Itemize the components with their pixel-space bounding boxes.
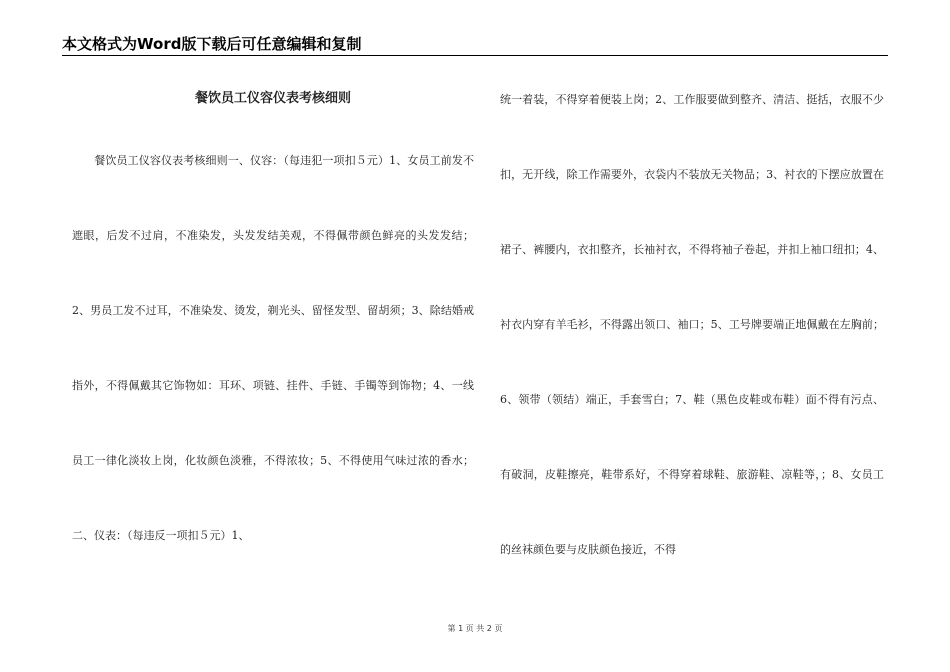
right-column [500, 86, 884, 587]
left-column-text: 餐饮员工仪容仪表考核细则一、仪容：（每违犯一项扣５元）1、女员工前发不遮眼，后发不过肩，不准染发，头发发结美观，不得佩带颜色鲜亮的头发发结；2、男员工发不过耳，不准染发、烫发，剃光头、留怪发型、留胡须；3、除结婚戒指外，不得佩戴其它饰物如：耳环、项链、挂件、手链、手镯等到饰物；4、一线员工一律化淡妆上岗，化妆颜色淡雅，不得浓妆；5、不得使用气味过浓的香水；二、仪表：（每违反一项扣５元）1、 [72, 154, 474, 542]
page-number: 第 1 页 共 2 页 [447, 624, 503, 633]
left-column [72, 86, 474, 573]
right-column-text: 统一着装，不得穿着便装上岗；2、工作服要做到整齐、清洁、挺括，衣服不少扣，无开线，除工作需要外，衣袋内不装放无关物品；3、衬衣的下摆应放置在裙子、裤腰内，衣扣整齐，长袖衬衣，不得将袖子卷起，并扣上袖口纽扣；4、衬衣内穿有羊毛衫，不得露出领口、袖口；5、工号牌要端正地佩戴在左胸前；6、领带（领结）端正，手套雪白；7、鞋（黑色皮鞋或布鞋）面不得有污点、有破洞，皮鞋擦亮，鞋带系好，不得穿着球鞋、旅游鞋、凉鞋等，；8、女员工的丝袜颜色要与皮肤颜色接近，不得 [500, 93, 884, 556]
document-title: 餐饮员工仪容仪表考核细则 [194, 91, 351, 106]
header-rule [62, 55, 888, 56]
page-header: 本文格式为Word版下载后可任意编辑和复制 [62, 35, 362, 53]
